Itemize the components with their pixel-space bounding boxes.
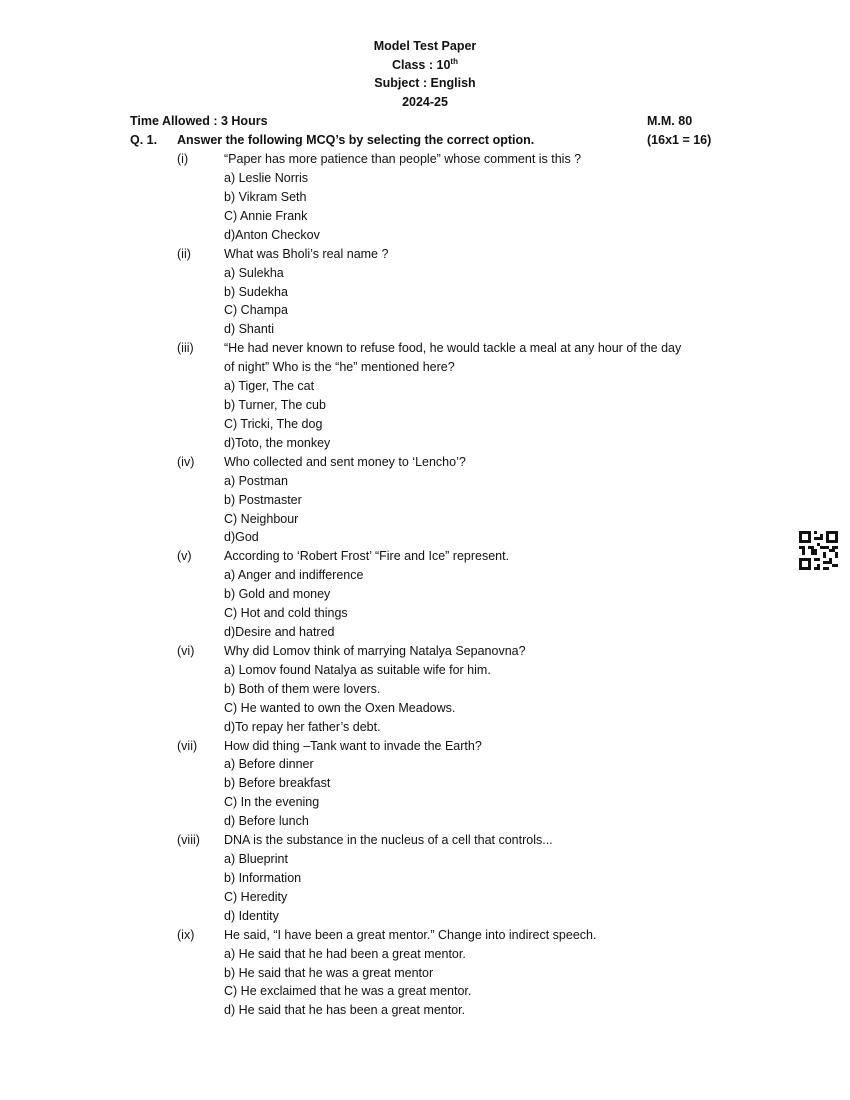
- option: a) Leslie Norris: [224, 171, 309, 185]
- option: a) He said that he had been a great mentor.: [224, 947, 466, 961]
- question-index: (vii): [177, 739, 198, 753]
- option: b) Sudekha: [224, 285, 288, 299]
- option: a) Before dinner: [224, 757, 314, 771]
- paper-title: Model Test Paper: [373, 39, 477, 53]
- option: C) Annie Frank: [224, 209, 308, 223]
- question-index: (viii): [177, 833, 200, 847]
- qr-code-icon[interactable]: [799, 531, 838, 570]
- option: b) Both of them were lovers.: [224, 682, 381, 696]
- time-allowed: Time Allowed : 3 Hours: [130, 114, 268, 128]
- question-text: “He had never known to refuse food, he would tackle a meal at any hour of the day: [224, 341, 682, 355]
- question-text-continued: of night” Who is the “he” mentioned here?: [224, 360, 455, 374]
- session-year: 2024-25: [402, 95, 448, 109]
- option: a) Sulekha: [224, 266, 284, 280]
- question-text: Who collected and sent money to ‘Lencho’?: [224, 455, 466, 469]
- question-text: He said, “I have been a great mentor.” Change into indirect speech.: [224, 928, 597, 942]
- option: d) He said that he has been a great mentor.: [224, 1003, 466, 1017]
- option: b) He said that he was a great mentor: [224, 966, 434, 980]
- option: d) Identity: [224, 909, 279, 923]
- option: d) Before lunch: [224, 814, 309, 828]
- option: b) Turner, The cub: [224, 398, 326, 412]
- question-index: (iii): [177, 341, 194, 355]
- question-text: How did thing –Tank want to invade the Earth?: [224, 739, 482, 753]
- option: C) In the evening: [224, 795, 320, 809]
- class-text: Class : 10: [392, 58, 451, 73]
- question-index: (ii): [177, 247, 191, 261]
- question-index: (vi): [177, 644, 195, 658]
- option: d)Toto, the monkey: [224, 436, 331, 450]
- question-index: (ix): [177, 928, 195, 942]
- section-marks: (16x1 = 16): [647, 133, 712, 147]
- option: a) Lomov found Natalya as suitable wife for him.: [224, 663, 491, 677]
- option: a) Anger and indifference: [224, 568, 364, 582]
- question-text: DNA is the substance in the nucleus of a cell that controls...: [224, 833, 553, 847]
- option: C) Tricki, The dog: [224, 417, 323, 431]
- option: C) Champa: [224, 303, 288, 317]
- question-index: (v): [177, 549, 192, 563]
- option: b) Postmaster: [224, 493, 302, 507]
- option: d)God: [224, 530, 259, 544]
- question-index: (iv): [177, 455, 195, 469]
- option: C) Neighbour: [224, 512, 299, 526]
- option: d)Anton Checkov: [224, 228, 320, 242]
- option: b) Vikram Seth: [224, 190, 307, 204]
- option: C) He exclaimed that he was a great mentor.: [224, 984, 472, 998]
- option: a) Postman: [224, 474, 288, 488]
- option: d) Shanti: [224, 322, 275, 336]
- option: C) Hot and cold things: [224, 606, 348, 620]
- option: b) Gold and money: [224, 587, 331, 601]
- class-label: [0, 57, 850, 72]
- section-instruction: Answer the following MCQ’s by selecting the correct option.: [177, 133, 535, 147]
- max-marks: M.M. 80: [647, 114, 693, 128]
- class-superscript: th: [450, 57, 458, 66]
- question-text: According to ‘Robert Frost’ “Fire and Ice” represent.: [224, 549, 510, 563]
- option: b) Information: [224, 871, 302, 885]
- question-number: Q. 1.: [130, 133, 158, 147]
- question-index: (i): [177, 152, 189, 166]
- option: b) Before breakfast: [224, 776, 331, 790]
- question-text: What was Bholi’s real name ?: [224, 247, 389, 261]
- option: a) Tiger, The cat: [224, 379, 315, 393]
- option: a) Blueprint: [224, 852, 288, 866]
- question-text: Why did Lomov think of marrying Natalya Sepanovna?: [224, 644, 526, 658]
- subject-label: Subject : English: [374, 76, 476, 90]
- option: d)Desire and hatred: [224, 625, 335, 639]
- option: C) He wanted to own the Oxen Meadows.: [224, 701, 456, 715]
- option: C) Heredity: [224, 890, 288, 904]
- option: d)To repay her father’s debt.: [224, 720, 381, 734]
- question-text: “Paper has more patience than people” whose comment is this ?: [224, 152, 582, 166]
